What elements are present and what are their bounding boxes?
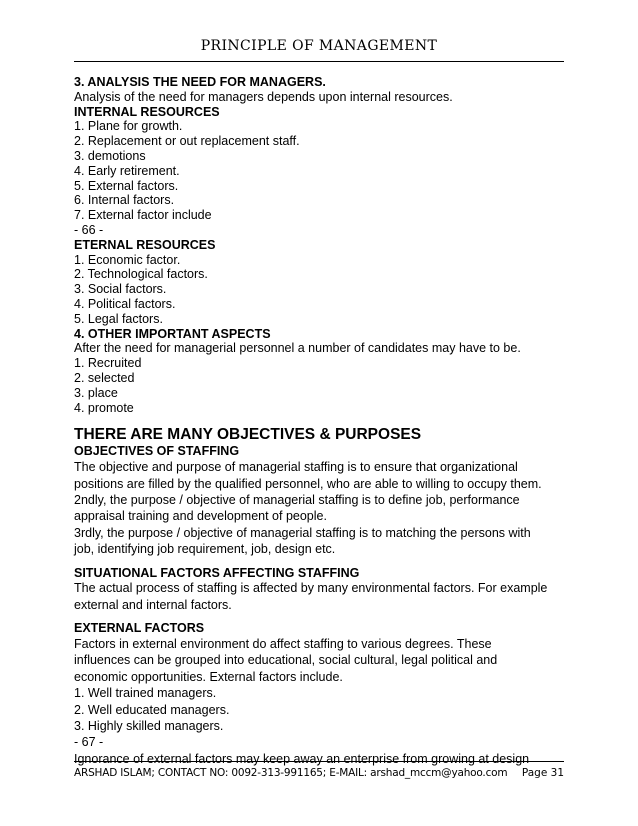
header-divider	[74, 61, 564, 62]
objectives-main-heading: THERE ARE MANY OBJECTIVES & PURPOSES	[74, 426, 422, 444]
list-item: 4. Political factors.	[74, 296, 176, 311]
paragraph-line: 3rdly, the purpose / objective of managerial staffing is to matching the persons with	[74, 525, 531, 540]
paragraph-line: economic opportunities. External factors include.	[74, 669, 343, 684]
list-item: 4. promote	[74, 400, 134, 415]
list-item: 2. Replacement or out replacement staff.	[74, 134, 300, 149]
external-factors-heading: EXTERNAL FACTORS	[74, 621, 205, 636]
section-3-heading: 3. ANALYSIS THE NEED FOR MANAGERS.	[74, 75, 326, 89]
page-header-title: PRINCIPLE OF MANAGEMENT	[200, 38, 438, 54]
paragraph-line: job, identifying job requirement, job, design etc.	[74, 542, 336, 557]
footer-divider	[74, 761, 564, 762]
paragraph-line: influences can be grouped into educational, social cultural, legal political and	[74, 653, 498, 668]
page-marker: - 67 -	[74, 735, 104, 750]
page-body	[74, 75, 564, 767]
list-item: 2. Well educated managers.	[74, 702, 230, 717]
paragraph-line: The objective and purpose of managerial staffing is to ensure that organizational	[74, 460, 518, 475]
section-3-intro: Analysis of the need for managers depends upon internal resources.	[74, 89, 453, 104]
paragraph-line: Ignorance of external factors may keep away an enterprise from growing at design	[74, 751, 530, 766]
paragraph-line: positions are filled by the qualified personnel, who are able to willing to occupy them.	[74, 476, 542, 491]
list-item: 1. Economic factor.	[74, 252, 181, 267]
objectives-paragraph	[74, 459, 564, 557]
list-item: 3. Highly skilled managers.	[74, 719, 224, 733]
list-item: 3. place	[74, 385, 118, 400]
list-item: 1. Recruited	[74, 356, 142, 371]
list-item: 2. Technological factors.	[74, 267, 208, 282]
paragraph-line: appraisal training and development of people.	[74, 509, 327, 524]
list-item: 4. Early retirement.	[74, 163, 180, 178]
paragraph-line: external and internal factors.	[74, 597, 232, 612]
external-factors-paragraph	[74, 636, 564, 767]
list-item: 6. Internal factors.	[74, 193, 175, 208]
situational-paragraph	[74, 580, 564, 613]
list-item: 2. selected	[74, 370, 135, 385]
section-4-heading: 4. OTHER IMPORTANT ASPECTS	[74, 326, 271, 341]
footer-page-number: Page 31	[521, 767, 564, 779]
external-resources-heading: ETERNAL RESOURCES	[74, 237, 216, 252]
page-marker: - 66 -	[74, 222, 104, 237]
objectives-sub-heading: OBJECTIVES OF STAFFING	[74, 444, 240, 459]
internal-resources-heading: INTERNAL RESOURCES	[74, 104, 220, 119]
list-item: 3. Social factors.	[74, 282, 167, 297]
list-item: 7. External factor include	[74, 208, 212, 223]
section-4-intro: After the need for managerial personnel a number of candidates may have to be.	[74, 341, 521, 356]
list-item: 5. External factors.	[74, 178, 179, 193]
list-item: 3. demotions	[74, 148, 146, 163]
paragraph-line: Factors in external environment do affect staffing to various degrees. These	[74, 636, 492, 651]
footer-contact: ARSHAD ISLAM; CONTACT NO: 0092-313-991165; E-MAIL: arshad_mccm@yahoo.com	[74, 767, 508, 779]
list-item: 1. Well trained managers.	[74, 686, 217, 701]
list-item: 1. Plane for growth.	[74, 119, 183, 134]
list-item: 5. Legal factors.	[74, 311, 163, 326]
paragraph-line: The actual process of staffing is affected by many environmental factors. For example	[74, 581, 548, 596]
paragraph-line: 2ndly, the purpose / objective of managerial staffing is to define job, performance	[74, 492, 520, 507]
situational-factors-heading: SITUATIONAL FACTORS AFFECTING STAFFING	[74, 565, 360, 580]
